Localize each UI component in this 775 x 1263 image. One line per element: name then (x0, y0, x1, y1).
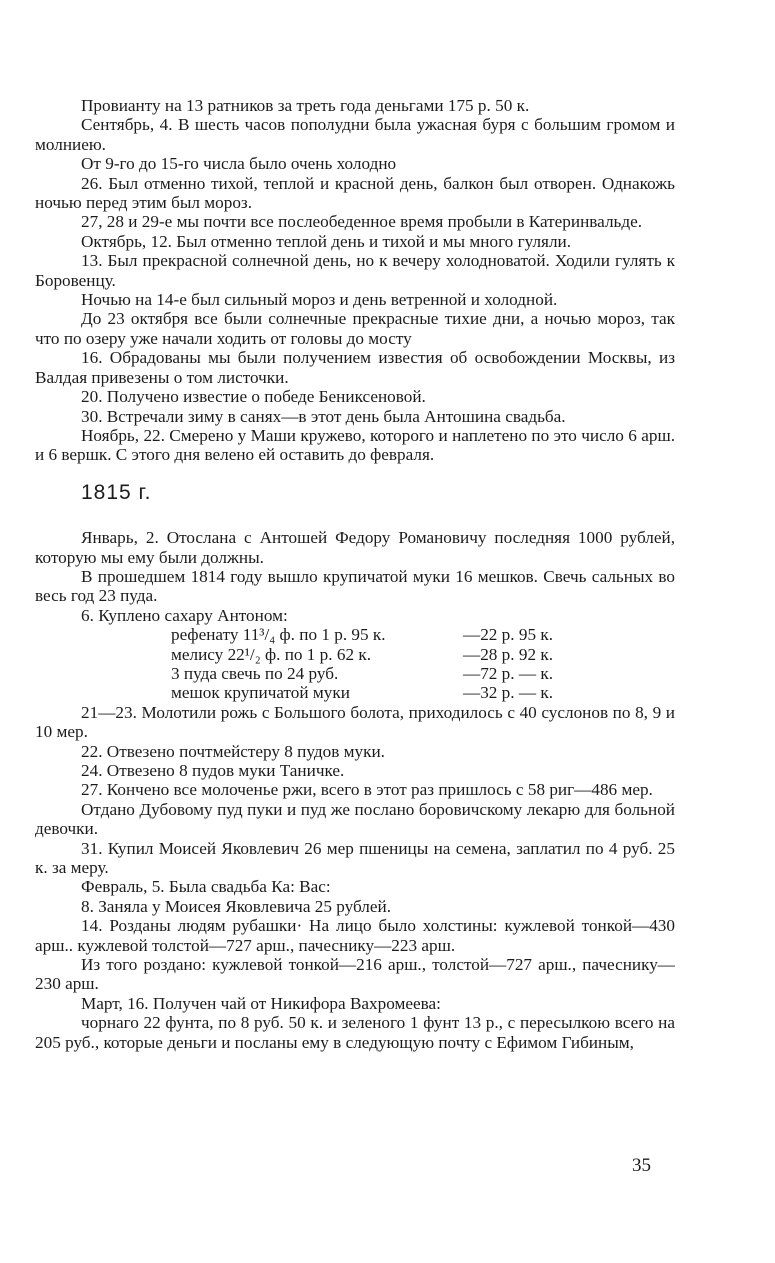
page-body (35, 96, 675, 1052)
paragraph: 6. Куплено сахару Антоном: (81, 605, 288, 625)
page-number: 35 (632, 1155, 651, 1176)
paragraph: 27, 28 и 29-е мы почти все послеобеденное время пробыли в Катеринвальде. (81, 212, 643, 232)
purchase-row (171, 683, 611, 702)
paragraph: Март, 16. Получен чай от Никифора Вахромеева: (81, 993, 441, 1013)
paragraph: Октябрь, 12. Был отменно теплой день и тихой и мы много гуляли. (81, 231, 572, 251)
paragraph: 24. Отвезено 8 пудов муки Таничке. (81, 761, 345, 780)
paragraph: 22. Отвезено почтмейстеру 8 пудов муки. (81, 741, 385, 761)
purchase-item: мешок крупичатой муки (171, 683, 350, 703)
paragraph: 26. Был отменно тихой, теплой и красной день, балкон был отворен. Однакожь ночью перед этим был мороз. (35, 173, 675, 213)
section-1815 (35, 528, 675, 1052)
purchase-row (171, 645, 611, 664)
paragraph: 16. Обрадованы мы были получением известия об освобождении Москвы, из Валдая привезены о том листочки. (35, 348, 675, 387)
paragraph: Провианту на 13 ратников за треть года деньгами 175 р. 50 к. (81, 96, 530, 115)
paragraph: До 23 октября все были солнечные прекрасные тихие дни, а ночью мороз, так что по озеру уже начали ходить от головы до мосту (35, 309, 675, 348)
paragraph: В прошедшем 1814 году вышло крупичатой муки 16 мешков. Свечь сальных во весь год 23 пуда. (35, 566, 675, 606)
paragraph: Февраль, 5. Была свадьба Ка: Вас: (81, 877, 331, 897)
purchase-row (171, 625, 611, 644)
paragraph: 21—23. Молотили рожь с Большого болота, приходилось с 40 суслонов по 8, 9 и 10 мер. (35, 702, 675, 742)
paragraph: 8. Заняла у Моисея Яковлевича 25 рублей. (81, 896, 391, 916)
purchase-item: мелису 22¹/₂ ф. по 1 р. 62 к. (171, 644, 372, 664)
purchase-row (171, 664, 611, 683)
paragraph: 20. Получено известие о победе Бениксеновой. (81, 387, 426, 407)
section-1814 (35, 96, 675, 465)
paragraph: 30. Встречали зиму в санях—в этот день была Антошина свадьба. (81, 406, 566, 426)
paragraph: Сентябрь, 4. В шесть часов пополудни была ужасная буря с большим громом и молниею. (35, 115, 675, 154)
purchase-item: рефенату 11³/₄ ф. по 1 р. 95 к. (171, 625, 386, 645)
purchase-total: —22 р. 95 к. (463, 625, 553, 645)
paragraph: От 9-го до 15-го числа было очень холодно (81, 154, 397, 174)
paragraph: Ноябрь, 22. Смерено у Маши кружево, которого и наплетено по это число 6 арш. и 6 вершк. С этого дня велено ей оставить до февраля. (35, 425, 675, 465)
paragraph: Отдано Дубовому пуд пуки и пуд же послано боровичскому лекарю для больной девочки. (35, 799, 675, 839)
paragraph: чорнаго 22 фунта, по 8 руб. 50 к. и зеленого 1 фунт 13 р., с пересылкою всего на 205 руб., которые деньги и посланы ему в следующую почту с Ефимом Гибиным, (35, 1013, 675, 1052)
purchase-total: —72 р. — к. (463, 663, 553, 683)
year-heading: 1815 г. (81, 480, 152, 504)
paragraph: Ночью на 14-е был сильный мороз и день ветренной и холодной. (81, 290, 558, 310)
paragraph: Январь, 2. Отослана с Антошей Федору Романовичу последняя 1000 рублей, которую мы ему были должны. (35, 528, 675, 567)
paragraph: 27. Кончено все молоченье ржи, всего в этот раз пришлось с 58 риг—486 мер. (81, 780, 653, 800)
paragraph: 13. Был прекрасной солнечной день, но к вечеру холодноватой. Ходили гулять к Боровенцу. (35, 251, 675, 290)
paragraph: 14. Розданы людям рубашки· На лицо было холстины: кужлевой тонкой—430 арш.. кужлевой толстой—727 арш., пачеснику—223 арш. (35, 916, 675, 955)
purchase-table (171, 625, 611, 703)
paragraph: Из того роздано: кужлевой тонкой—216 арш., толстой—727 арш., пачеснику—230 арш. (35, 955, 675, 994)
paragraph: 31. Купил Моисей Яковлевич 26 мер пшеницы на семена, заплатил по 4 руб. 25 к. за меру. (35, 838, 675, 878)
purchase-item: 3 пуда свечь по 24 руб. (171, 663, 339, 683)
purchase-total: —32 р. — к. (463, 683, 553, 703)
purchase-total: —28 р. 92 к. (463, 644, 553, 664)
